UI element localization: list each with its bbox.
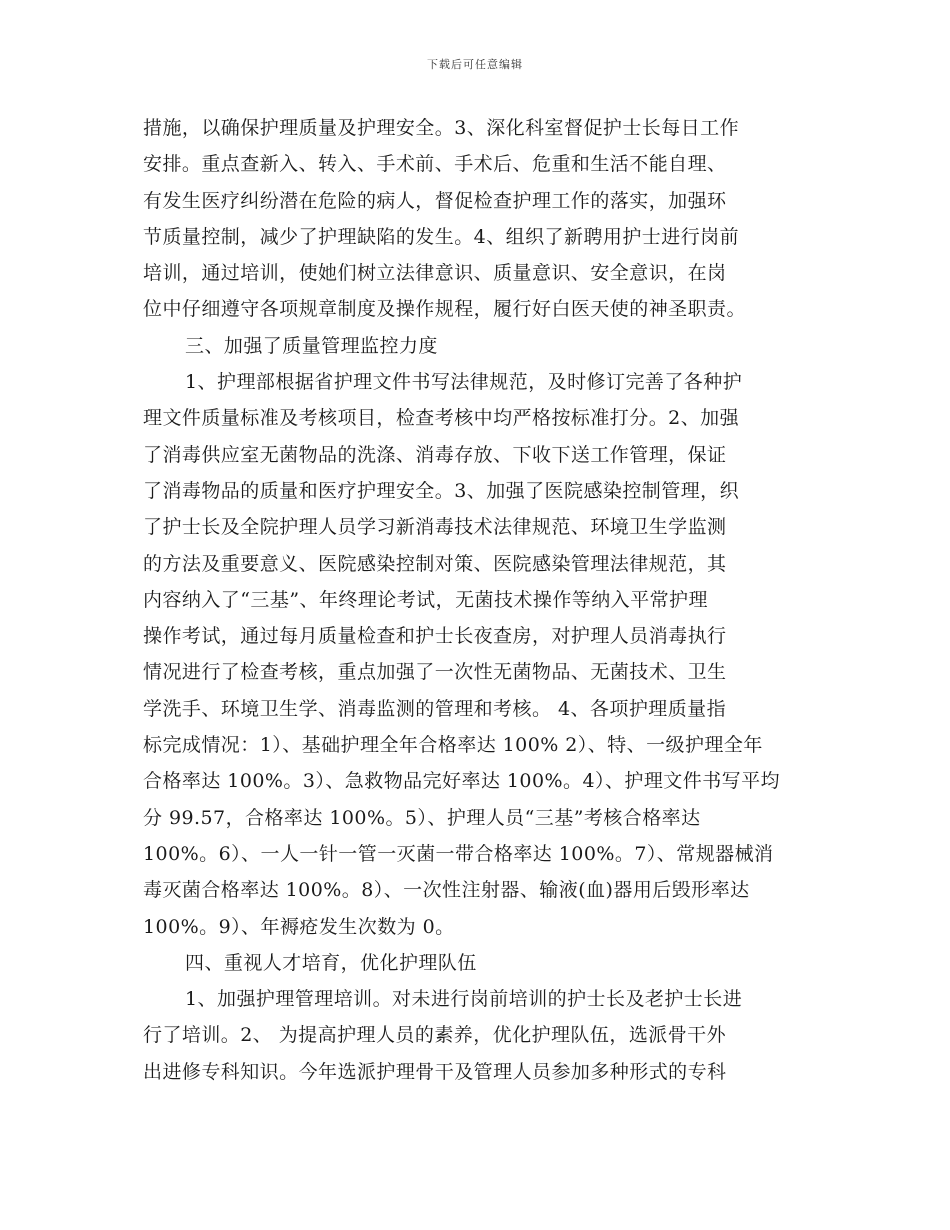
text-line: 标完成情况：1）、基础护理全年合格率达 100% 2）、特、一级护理全年	[143, 734, 763, 757]
text-line: 了消毒供应室无菌物品的洗涤、消毒存放、下收下送工作管理，保证	[143, 443, 727, 466]
header-note: 下载后可任意编辑	[427, 58, 523, 71]
text-line: 情况进行了检查考核，重点加强了一次性无菌物品、无菌技术、卫生	[143, 661, 727, 684]
text-line: 100%。9）、年褥疮发生次数为 0。	[143, 915, 455, 938]
text-line: 三、加强了质量管理监控力度	[185, 334, 438, 357]
text-line: 操作考试，通过每月质量检查和护士长夜查房，对护理人员消毒执行	[143, 625, 727, 648]
text-line: 行了培训。2、 为提高护理人员的素养，优化护理队伍，选派骨干外	[143, 1024, 727, 1047]
text-line: 毒灭菌合格率达 100%。8）、一次性注射器、输液(血)器用后毁形率达	[143, 879, 750, 902]
text-line: 内容纳入了“三基”、年终理论考试，无菌技术操作等纳入平常护理	[143, 588, 708, 611]
text-line: 100%。6）、一人一针一管一灭菌一带合格率达 100%。7）、常规器械消	[143, 842, 774, 865]
text-line: 培训，通过培训，使她们树立法律意识、质量意识、安全意识，在岗	[143, 262, 727, 285]
text-line: 分 99.57，合格率达 100%。5）、护理人员“三基”考核合格率达	[143, 806, 701, 829]
text-line: 的方法及重要意义、医院感染控制对策、医院感染管理法律规范，其	[143, 552, 727, 575]
text-line: 1、护理部根据省护理文件书写法律规范，及时修订完善了各种护	[185, 371, 743, 394]
text-line: 1、加强护理管理培训。对未进行岗前培训的护士长及老护士长进	[185, 988, 743, 1011]
text-line: 学洗手、环境卫生学、消毒监测的管理和考核。 4、各项护理质量指	[143, 697, 727, 720]
text-line: 位中仔细遵守各项规章制度及操作规程，履行好白医天使的神圣职责。	[143, 298, 746, 321]
text-line: 节质量控制，减少了护理缺陷的发生。4、组织了新聘用护士进行岗前	[143, 225, 740, 248]
document-body	[143, 110, 808, 1090]
text-line: 合格率达 100%。3）、急救物品完好率达 100%。4）、护理文件书写平均	[143, 770, 780, 793]
text-line: 有发生医疗纠纷潜在危险的病人，督促检查护理工作的落实，加强环	[143, 189, 727, 212]
text-line: 理文件质量标准及考核项目，检查考核中均严格按标准打分。2、加强	[143, 407, 740, 430]
text-line: 措施，以确保护理质量及护理安全。3、深化科室督促护士长每日工作	[143, 117, 740, 139]
text-line: 了消毒物品的质量和医疗护理安全。3、加强了医院感染控制管理，织	[143, 479, 740, 502]
text-line: 安排。重点查新入、转入、手术前、手术后、危重和生活不能自理、	[143, 153, 727, 176]
text-line: 四、重视人才培育，优化护理队伍	[185, 951, 477, 974]
text-line: 出进修专科知识。今年选派护理骨干及管理人员参加多种形式的专科	[143, 1060, 727, 1083]
text-line: 了护士长及全院护理人员学习新消毒技术法律规范、环境卫生学监测	[143, 516, 727, 539]
